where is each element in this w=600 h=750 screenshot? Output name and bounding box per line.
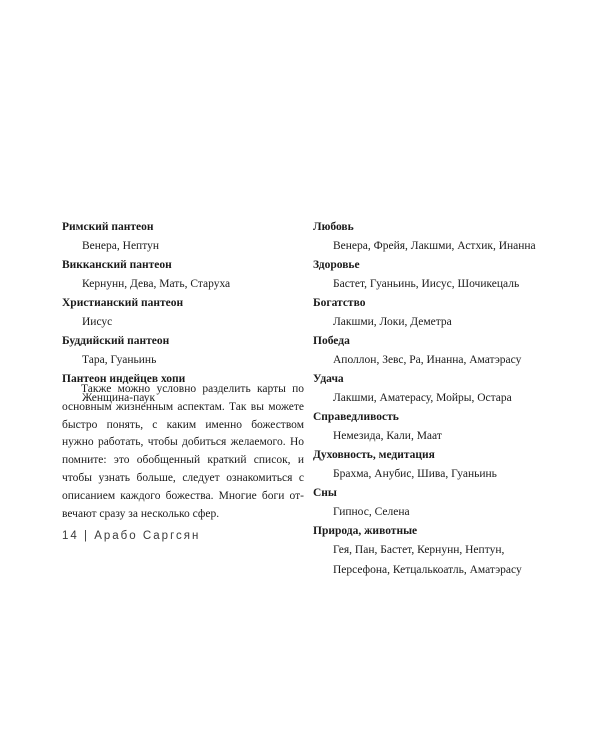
entry-items: Брахма, Анубис, Шива, Гуаньинь — [333, 468, 497, 480]
entry-heading: Любовь — [313, 221, 354, 233]
list-item — [313, 446, 563, 484]
body-paragraph: Также можно условно разделить карты по основным жизненным аспектам. Так вы можете быстро понять, с каким именно божеством нужно работать, чтобы добиться желаемого. Но помните: это обобщенный краткий список, и чтобы узнать больше, следует ознакомиться с описанием каждого божества. Многие боги отвечают сразу за несколько сфер. — [62, 383, 304, 520]
entry-items: Лакшми, Аматерасу, Мойры, Остара — [333, 392, 512, 404]
entry-items: Тара, Гуаньинь — [82, 354, 157, 366]
entry-items: Аполлон, Зевс, Ра, Инанна, Аматэрасу — [333, 354, 522, 366]
list-item — [313, 522, 563, 580]
list-item — [313, 484, 563, 522]
entry-items: Женщина-паук — [82, 392, 156, 404]
entry-heading: Сны — [313, 487, 337, 499]
entry-items: Немезида, Кали, Маат — [333, 430, 442, 442]
entry-heading: Справедливость — [313, 411, 399, 423]
entry-items: Лакшми, Локи, Деметра — [333, 316, 452, 328]
list-item — [313, 256, 563, 294]
pantheon-list — [62, 218, 302, 408]
author-name: Арабо Саргсян — [94, 530, 201, 542]
list-item — [313, 294, 563, 332]
entry-items: Венера, Нептун — [82, 240, 159, 252]
entry-heading: Христианский пантеон — [62, 297, 184, 309]
page-footer — [62, 530, 200, 542]
aspect-list — [313, 218, 563, 580]
list-item — [62, 256, 302, 294]
entry-items: Кернунн, Дева, Мать, Старуха — [82, 278, 231, 290]
entry-heading: Богатство — [313, 297, 366, 309]
list-item — [313, 408, 563, 446]
entry-heading: Буддийский пантеон — [62, 335, 170, 347]
entry-items: Бастет, Гуаньинь, Иисус, Шочикецаль — [333, 278, 520, 290]
entry-heading: Пантеон индейцев хопи — [62, 373, 186, 385]
page-number: 14 — [62, 530, 79, 542]
entry-heading: Удача — [313, 373, 344, 385]
footer-separator: | — [84, 530, 89, 542]
list-item — [62, 218, 302, 256]
entry-items: Персефона, Кетцалькоатль, Аматэрасу — [333, 564, 522, 576]
entry-heading: Природа, животные — [313, 525, 418, 537]
list-item — [62, 332, 302, 370]
entry-items: Венера, Фрейя, Лакшми, Астхик, Инанна — [333, 240, 536, 252]
entry-items: Гипнос, Селена — [333, 506, 410, 518]
entry-heading: Победа — [313, 335, 350, 347]
list-item — [62, 294, 302, 332]
entry-heading: Викканский пантеон — [62, 259, 172, 271]
entry-heading: Здоровье — [313, 259, 360, 271]
entry-items: Гея, Пан, Бастет, Кернунн, Нептун, — [333, 544, 505, 556]
entry-items: Иисус — [82, 316, 113, 328]
entry-heading: Духовность, медитация — [313, 449, 435, 461]
entry-heading: Римский пантеон — [62, 221, 154, 233]
list-item — [313, 332, 563, 370]
list-item — [313, 218, 563, 256]
list-item — [313, 370, 563, 408]
